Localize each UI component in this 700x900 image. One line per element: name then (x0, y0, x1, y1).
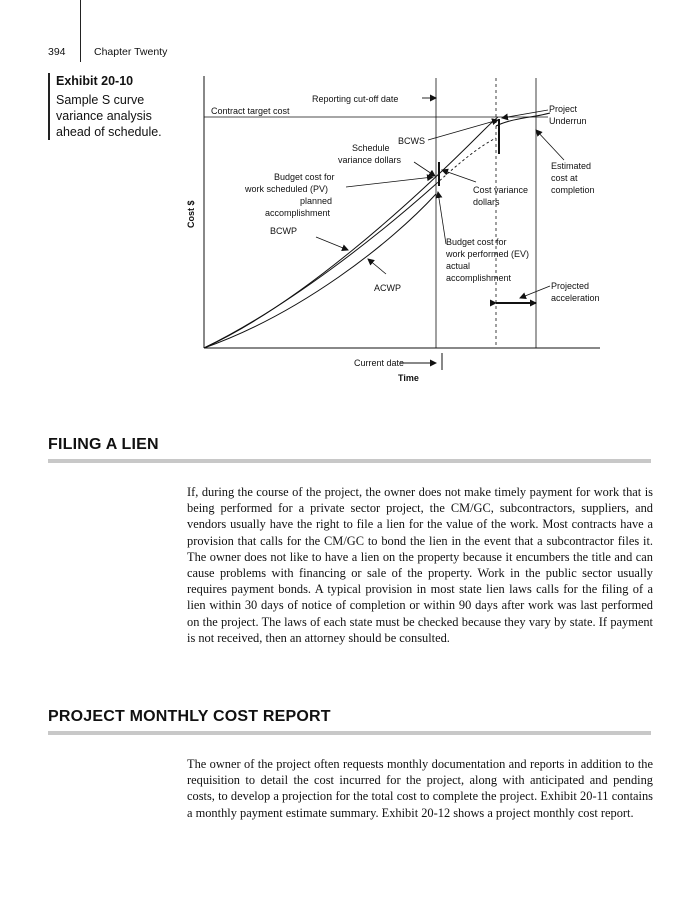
bcwp-label: BCWP (270, 226, 297, 236)
projected-label-1: Projected (551, 281, 590, 291)
schedule-variance-label-2: variance dollars (338, 155, 402, 165)
estimated-label-1: Estimated (551, 161, 592, 171)
pv-label-4: accomplishment (265, 208, 331, 218)
header-divider (80, 0, 81, 62)
project-underrun-label-1: Project (549, 104, 578, 114)
projected-label-2: acceleration (551, 293, 600, 303)
bcws-curve (204, 117, 498, 348)
ev-label-3: actual (446, 261, 471, 271)
filing-lien-body: If, during the course of the project, the owner does not make timely payment for work that is being performed for a private sector project, the CM/GC, subcontractors, suppliers, and vendors usually have the right to file a lien for the value of the work. Most contracts have a provision that calls for the CM/GC to bond the lien in the event that a subcontractor files it. The owner does not like to have a lien on the property because it encumbers the title and can cause problems with financing or sale of the property. Work in the public sector usually requires payment bonds. A typical provision in most state lien laws calls for the filing of a lien within 30 days of notice of completion or within 90 days after work was last performed on the project. The laws of each state must be checked because they vary by state. If payment is not received, then an attorney should be consulted. (187, 485, 653, 645)
pv-label-1: Budget cost for (274, 172, 335, 182)
current-date-label: Current date (354, 358, 405, 368)
exhibit-label: Exhibit 20-10 (56, 74, 134, 88)
cost-variance-label-1: Cost variance (473, 185, 529, 195)
project-underrun-label-2: Underrun (549, 116, 587, 126)
monthly-cost-report-body: The owner of the project often requests monthly documentation and reports in addition to the requisition to detail the cost incurred for the project, along with anticipated and pending costs, to develop a projection for the total cost to complete the project. Exhibit 20-11 contains a monthly payment estimate summary. Exhibit 20-12 shows a project monthly cost report. (187, 757, 653, 820)
pv-label-2: work scheduled (PV) (245, 184, 329, 194)
contract-target-label: Contract target cost (211, 106, 290, 116)
bcws-label: BCWS (398, 136, 425, 146)
exhibit-caption: Sample S curve variance analysis ahead of schedule. (56, 93, 162, 139)
exhibit-caption-block (48, 73, 186, 140)
estimated-label-3: completion (551, 185, 595, 195)
cost-variance-label-2: dollars (473, 197, 500, 207)
pv-label-3: planned (300, 196, 333, 206)
page-number: 394 (48, 46, 66, 58)
section-rule (48, 459, 651, 463)
ev-label-4: accomplishment (446, 273, 512, 283)
estimated-label-2: cost at (551, 173, 578, 183)
y-axis-label: Cost $ (186, 200, 196, 228)
section-heading-filing-lien: FILING A LIEN (48, 436, 159, 453)
chapter-title: Chapter Twenty (94, 46, 168, 58)
estimated-completion-curve (496, 113, 550, 126)
section-heading-monthly-cost-report: PROJECT MONTHLY COST REPORT (48, 708, 331, 725)
ev-label-1: Budget cost for (446, 237, 507, 247)
section-rule (48, 731, 651, 735)
projection-dashed (436, 138, 496, 184)
s-curve-diagram (180, 74, 620, 384)
x-axis-label: Time (398, 373, 419, 383)
ev-label-2: work performed (EV) (446, 249, 530, 259)
acwp-label: ACWP (374, 283, 401, 293)
s-curve-figure (180, 74, 620, 384)
reporting-cutoff-label: Reporting cut-off date (312, 94, 399, 104)
schedule-variance-label-1: Schedule (352, 143, 390, 153)
